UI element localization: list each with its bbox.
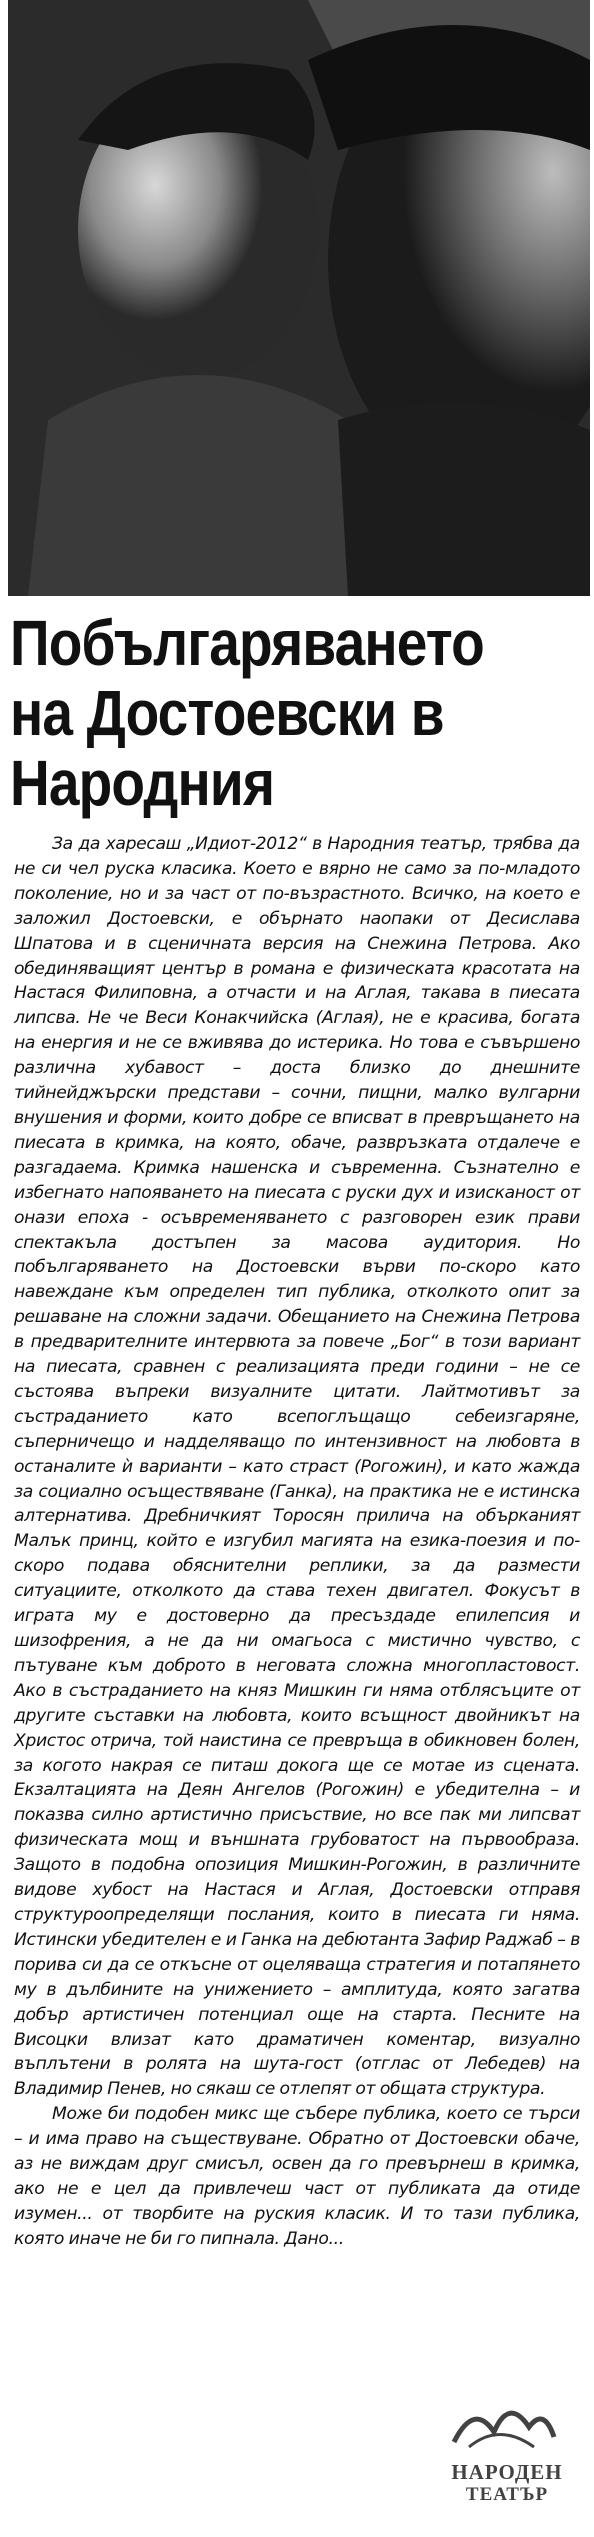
stamp-line-2: ТЕАТЪР <box>432 2484 582 2506</box>
article-paragraph-1: За да харесаш „Идиот-2012“ в Народния театър, трябва да не си чел руска класика. Което е вярно не само за по-младото поколение, но и за част от по-възрастното. Всичко, на което е заложил Достоевски, е обърнато наопаки от Десислава Шпатова и в сценичната версия на Снежина Петрова. Ако обединяващият център в романа е физическата красотата на Настася Филиповна, а отчасти и на Аглая, такава в пиесата липсва. Не че Веси Конакчийска (Аглая), не е красива, богата на енергия и не се вживява до истерика. Но това е съвършено различна хубавост – доста близко до днешните тийнейджърски представи – сочни, пищни, малко вулгарни внушения и форми, които добре се вписват в превръщането на пиесата в кримка, на която, обаче, развръзката отдалече е разгадаема. Кримка нашенска и съвременна. Съзнателно е избегнато напояването на пиесата с руски дух и изисканост от онази епоха - осъвременяването с разговорен език прави спектакъла достъпен за масова аудитория. Но побългаряването на Достоевски върви по-скоро като навеждане към определен тип публика, отколкото опит за решаване на сложни задачи. Обещанието на Снежина Петрова в предварителните интервюта за повече „Бог“ в този вариант на пиесата, сравнен с реализацията преди години – не се състоява въпреки визуалните цитати. Лайтмотивът за състраданието като всепоглъщащо себеизгаряне, съперничещо и надделяващо по интензивност на любовта в останалите ѝ варианти – като страст (Рогожин), и като жажда за социално осъществяване (Ганка), на практика не е истинска алтернатива. Дребничкият Торосян прилича на обърканият Малък принц, който е изгубил магията на езика-поезия и по-скоро подава обяснителни реплики, за да размести ситуациите, отколкото да става техен двигател. Фокусът в играта му е достоверно да пресъздаде епилепсия и шизофрения, а не да ни омагьоса с мистично чувство, с пътуване към доброто в неговата сложна многопластовост. Ако в състраданието на княз Мишкин ги няма отблясъците от другите съставки на любовта, които всъщност двойникът на Христос отрича, той наистина се превръща в обикновен болен, за когото накрая се питаш докога ще се мотае из сцената. Екзалтацията на Деян Ангелов (Рогожин) е убедителна – и показва силно артистично присъствие, но все пак ми липсват физическата мощ и външната грубоватост на първообраза. Защото в подобна опозиция Мишкин-Рогожин, в различните видове хубост на Настася и Аглая, Достоевски отправя структуроопределящи послания, които в пиесата ги няма. Истински убедителен е и Ганка на дебютанта Зафир Раджаб – в порива си да се откъсне от оцеляваща стратегия и потапянето му в дълбините на унижението – амплитуда, която загатва добър артистичен потенциал още на старта. Песните на Висоцки влизат като драматичен коментар, визуално въплътени в ролята на шута-гост (отглас от Лебедев) на Владимир Пенев, но сякаш се отлепят от общата структура. <box>14 834 580 2100</box>
article-paragraph-2: Може би подобен микс ще събере публика, което се търси – и има право на съществуване. Обратно от Достоевски обаче, аз не виждам друг смисъл, освен да го превърнеш в кримка, ако не е цел да привлечеш част от публиката да отиде изумен... от творбите на руския класик. И то тази публика, която иначе не би го пипнала. Дано... <box>14 2104 580 2249</box>
headline <box>10 608 500 818</box>
article-body <box>14 832 580 2252</box>
article-photo <box>8 0 590 596</box>
stamp-line-1: НАРОДЕН <box>432 2460 582 2485</box>
headline-line-3: Народния <box>10 747 275 819</box>
headline-line-1: Побългаряването <box>10 607 484 679</box>
theatre-stamp <box>414 2392 584 2512</box>
photo-illustration <box>8 0 590 596</box>
headline-line-2: на Достоевски в <box>10 677 444 749</box>
